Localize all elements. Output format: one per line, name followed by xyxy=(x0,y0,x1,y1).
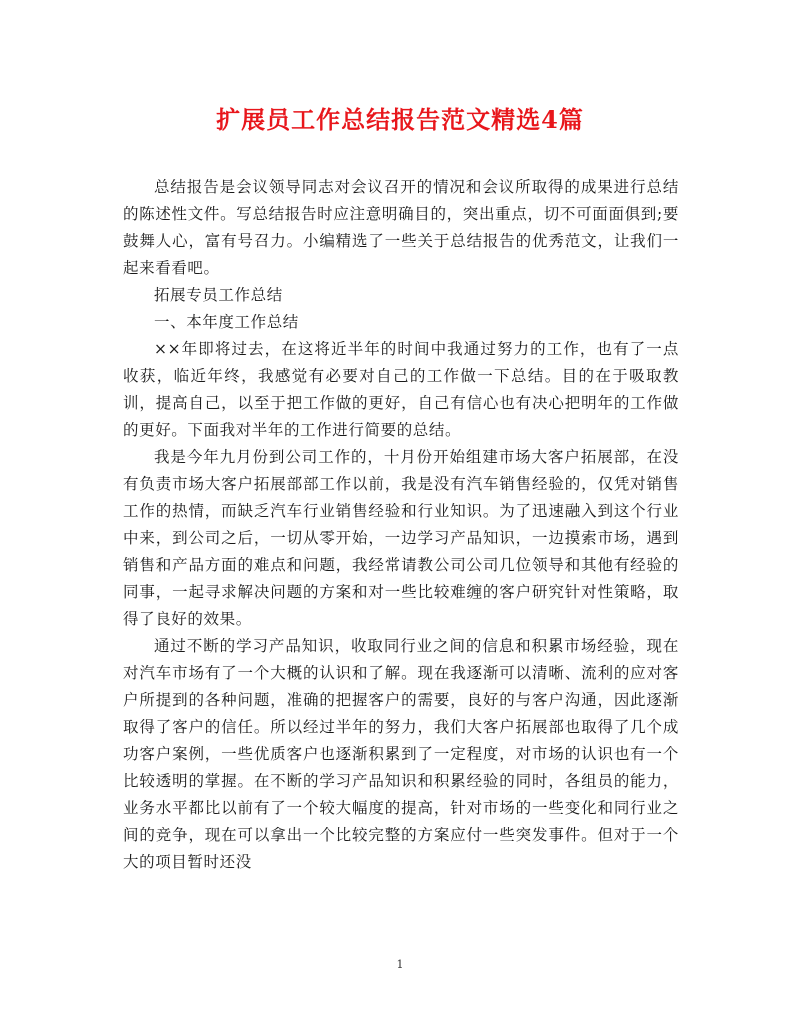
document-title: 扩展员工作总结报告范文精选4篇 xyxy=(216,105,584,134)
document-body xyxy=(123,174,679,876)
page-number: 1 xyxy=(396,958,404,971)
paragraph: ××年即将过去，在这将近半年的时间中我通过努力的工作，也有了一点收获，临近年终，我感觉有必要对自己的工作做一下总结。目的在于吸取教训，提高自己，以至于把工作做的更好，自己有信心也有决心把明年的工作做的更好。下面我对半年的工作进行简要的总结。 xyxy=(123,340,679,439)
section-heading: 拓展专员工作总结 xyxy=(154,286,283,304)
paragraph: 我是今年九月份到公司工作的，十月份开始组建市场大客户拓展部，在没有负责市场大客户拓展部部工作以前，我是没有汽车销售经验的，仅凭对销售工作的热情，而缺乏汽车行业销售经验和行业知识。为了迅速融入到这个行业中来，到公司之后，一切从零开始，一边学习产品知识，一边摸索市场，遇到销售和产品方面的难点和问题，我经常请教公司公司几位领导和其他有经验的同事，一起寻求解决问题的方案和对一些比较难缠的客户研究针对性策略，取得了良好的效果。 xyxy=(123,448,679,628)
subsection-heading: 一、本年度工作总结 xyxy=(154,313,299,331)
paragraph-intro: 总结报告是会议领导同志对会议召开的情况和会议所取得的成果进行总结的陈述性文件。写总结报告时应注意明确目的，突出重点，切不可面面俱到;要鼓舞人心，富有号召力。小编精选了一些关于总结报告的优秀范文，让我们一起来看看吧。 xyxy=(123,178,679,277)
paragraph: 通过不断的学习产品知识，收取同行业之间的信息和积累市场经验，现在对汽车市场有了一个大概的认识和了解。现在我逐渐可以清晰、流利的应对客户所提到的各种问题，准确的把握客户的需要，良好的与客户沟通，因此逐渐取得了客户的信任。所以经过半年的努力，我们大客户拓展部也取得了几个成功客户案例，一些优质客户也逐渐积累到了一定程度，对市场的认识也有一个比较透明的掌握。在不断的学习产品知识和积累经验的同时，各组员的能力，业务水平都比以前有了一个较大幅度的提高，针对市场的一些变化和同行业之间的竞争，现在可以拿出一个比较完整的方案应付一些突发事件。但对于一个大的项目暂时还没 xyxy=(123,637,679,871)
